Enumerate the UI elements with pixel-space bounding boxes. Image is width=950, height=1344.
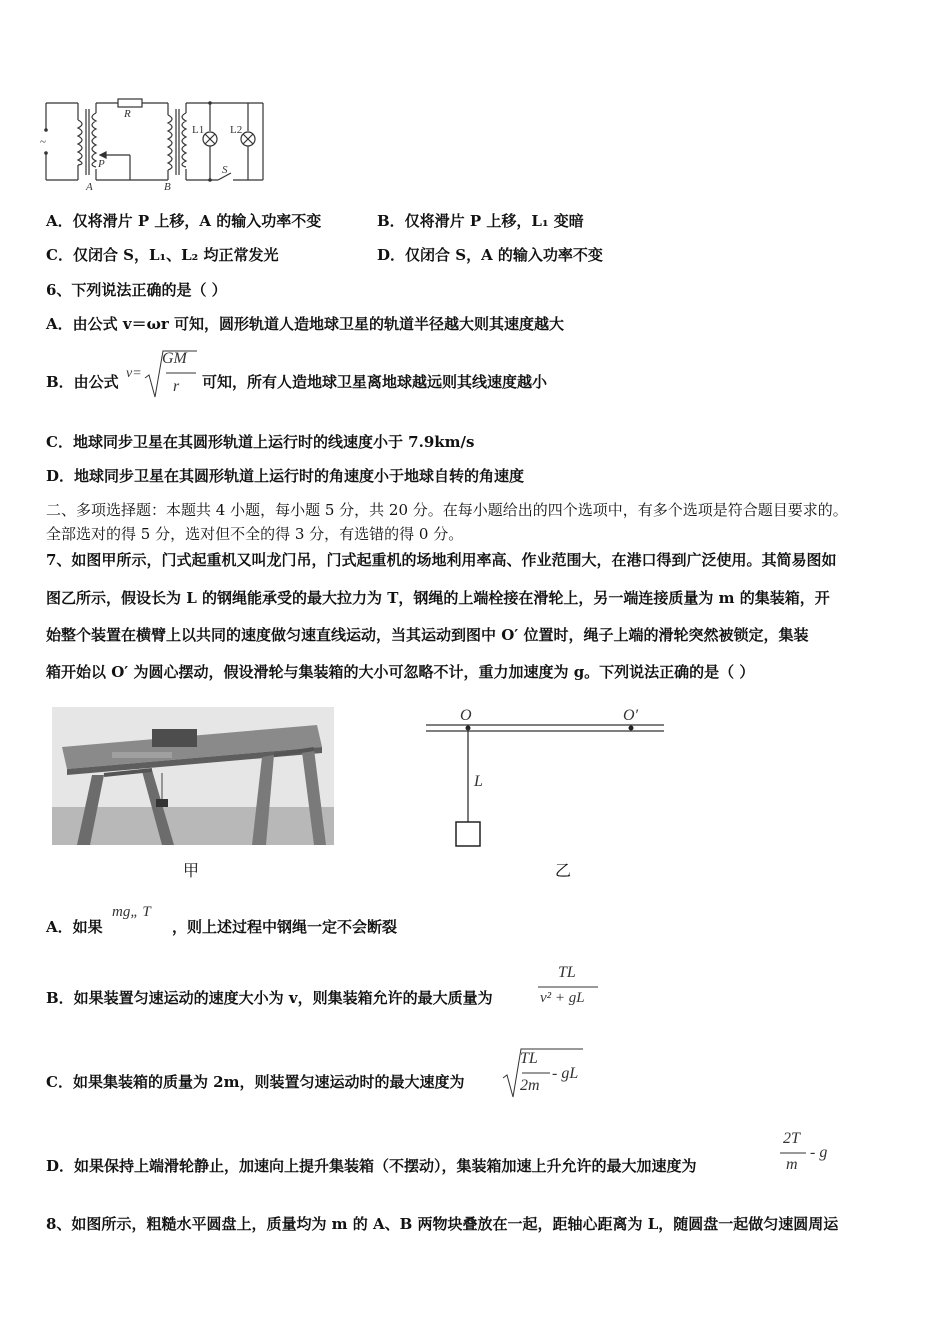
label-B: B xyxy=(164,181,171,190)
figure-jia-caption: 甲 xyxy=(183,861,200,880)
q7-stem-line1: 7、如图甲所示，门式起重机又叫龙门吊，门式起重机的场地利用率高、作业范围大，在港口得到广泛使用。其简易图如 xyxy=(46,551,837,569)
q5-option-b: B．仅将滑片 P 上移，L₁ 变暗 xyxy=(377,212,584,230)
q7-option-d-prefix: D．如果保持上端滑轮静止，加速向上提升集装箱（不摆动），集装箱加速上升允许的最大加速度为 xyxy=(46,1157,697,1175)
q7-option-c-numerator: TL xyxy=(520,1050,538,1067)
q7-stem-line4: 箱开始以 O′ 为圆心摆动，假设滑轮与集装箱的大小可忽略不计，重力加速度为 g。下列说法正确的是（ ） xyxy=(46,663,755,681)
q7-option-b-prefix: B．如果装置匀速运动的速度大小为 v，则集装箱允许的最大质量为 xyxy=(46,989,493,1007)
q7-option-d-denominator: m xyxy=(786,1156,798,1173)
q6-option-d: D．地球同步卫星在其圆形轨道上运行时的角速度小于地球自转的角速度 xyxy=(46,467,525,485)
q6-option-a: A．由公式 v＝ωr 可知，圆形轨道人造地球卫星的轨道半径越大则其速度越大 xyxy=(46,315,564,333)
label-R: R xyxy=(124,108,131,120)
gantry-crane-photo xyxy=(52,707,334,845)
label-L1: L1 xyxy=(192,124,205,136)
label-S: S xyxy=(222,164,228,176)
q7-option-c-prefix: C．如果集装箱的质量为 2m，则装置匀速运动时的最大速度为 xyxy=(46,1073,465,1091)
q7-option-d-fraction-bar xyxy=(780,1152,808,1155)
q6-option-b-prefix: B．由公式 xyxy=(46,373,119,391)
point-O-label: O xyxy=(460,707,472,724)
q7-stem-line3: 始整个装置在横臂上以共同的速度做匀速直线运动，当其运动到图中 O′ 位置时，绳子上端的滑轮突然被锁定，集装 xyxy=(46,626,809,644)
q6-option-c: C．地球同步卫星在其圆形轨道上运行时的线速度小于 7.9km/s xyxy=(46,433,475,451)
label-P: P xyxy=(98,158,105,170)
figure-yi-caption: 乙 xyxy=(555,861,572,880)
q7-stem-line2: 图乙所示，假设长为 L 的钢绳能承受的最大拉力为 T，钢绳的上端栓接在滑轮上，另一端连接质量为 m 的集装箱，开 xyxy=(46,589,830,607)
q7-option-a-prefix: A．如果 xyxy=(46,918,103,936)
q7-option-c-denominator: 2m xyxy=(520,1077,540,1094)
q7-option-d-tail: - g xyxy=(810,1144,828,1161)
q7-option-a-formula: mg„ T xyxy=(112,904,151,920)
q8-stem-line1: 8、如图所示，粗糙水平圆盘上，质量均为 m 的 A、B 两物块叠放在一起，距轴心距离为 L，随圆盘一起做匀速圆周运 xyxy=(46,1215,839,1233)
q6-fraction-denominator: r xyxy=(173,378,180,395)
point-O-prime-label: O′ xyxy=(623,707,639,724)
rope-length-label: L xyxy=(474,773,483,790)
q6-option-b-suffix: 可知，所有人造地球卫星离地球越远则其线速度越小 xyxy=(202,373,548,391)
section-2-instructions-line1: 二、多项选择题：本题共 4 小题，每小题 5 分，共 20 分。在每小题给出的四个选项中，有多个选项是符合题目要求的。 xyxy=(46,501,848,519)
section-2-instructions-line2: 全部选对的得 5 分，选对但不全的得 3 分，有选错的得 0 分。 xyxy=(46,525,464,543)
q7-option-c-tail: - gL xyxy=(552,1065,579,1082)
label-A: A xyxy=(86,181,93,190)
q5-option-a: A．仅将滑片 P 上移，A 的输入功率不变 xyxy=(46,212,322,230)
q7-option-b-fraction-bar xyxy=(538,986,600,989)
q7-option-a-suffix: ，则上述过程中钢绳一定不会断裂 xyxy=(172,918,398,936)
q5-option-c: C．仅闭合 S，L₁、L₂ 均正常发光 xyxy=(46,246,279,264)
pendulum-schematic xyxy=(420,700,670,852)
q5-option-d: D．仅闭合 S，A 的输入功率不变 xyxy=(377,246,603,264)
transformer-circuit-diagram xyxy=(38,95,270,190)
q7-option-b-denominator: v² + gL xyxy=(540,990,585,1006)
q7-option-b-numerator: TL xyxy=(558,964,576,981)
q6-option-b-formula-lhs: v= xyxy=(126,366,142,381)
q7-option-d-numerator: 2T xyxy=(783,1130,800,1147)
label-L2: L2 xyxy=(230,124,243,136)
q6-fraction-numerator: GM xyxy=(162,350,187,367)
label-ac: ~ xyxy=(40,136,46,148)
q6-stem: 6、下列说法正确的是（ ） xyxy=(46,281,227,299)
